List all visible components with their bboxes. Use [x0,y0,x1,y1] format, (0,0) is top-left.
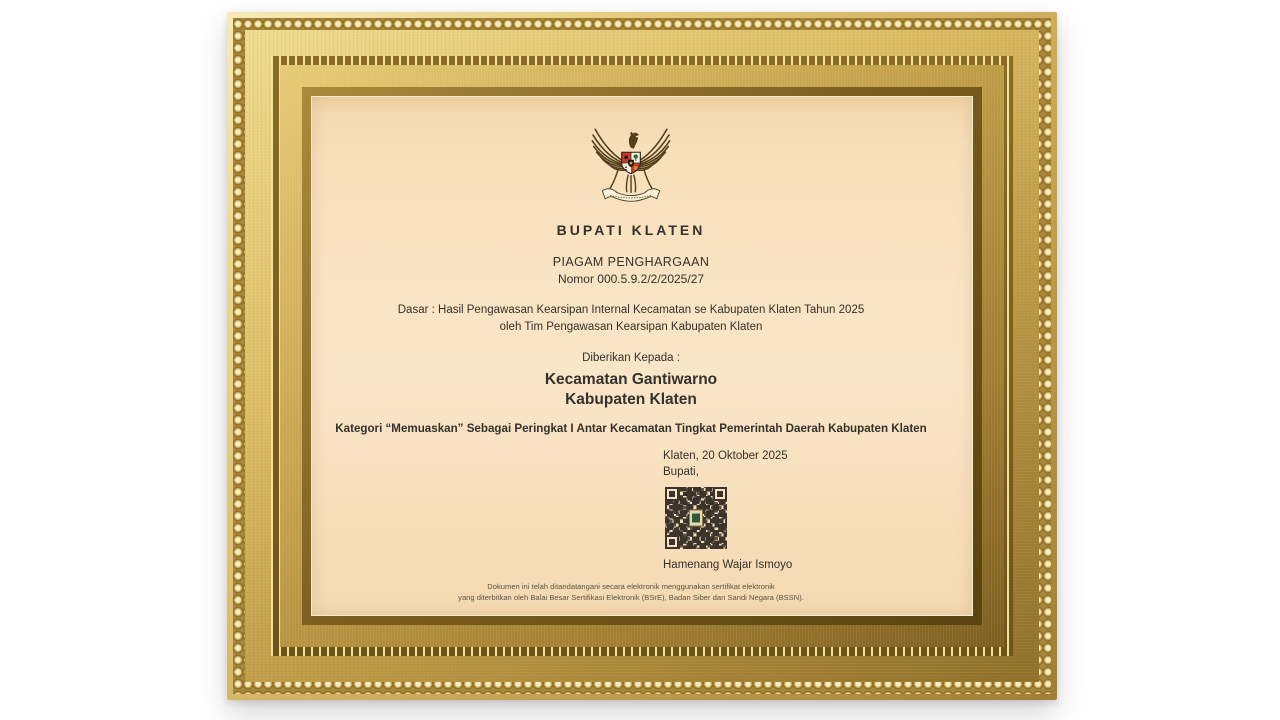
qr-code [665,487,727,549]
qr-finder-icon [665,535,679,549]
frame-beaded-band [233,18,1051,694]
frame-brushed-gold-band [245,30,1039,682]
basis-text [300,302,962,336]
recipient-name [300,370,962,410]
qr-finder-icon [665,487,679,501]
place-date: Klaten, 20 Oktober 2025 [663,450,788,462]
qr-finder-icon [713,487,727,501]
basis-line-2: oleh Tim Pengawasan Kearsipan Kabupaten Klaten [499,321,763,333]
certificate-paper [311,96,973,616]
signer-name: Hamenang Wajar Ismoyo [663,559,793,571]
awarded-to-label: Diberikan Kepada : [582,352,680,364]
recipient-line-2: Kabupaten Klaten [565,391,697,408]
frame-inner-lip [302,87,982,625]
certificate-frame [227,12,1057,700]
signature-block [663,448,792,573]
frame-inner-gold-band [280,65,1004,647]
certificate-number: Nomor 000.5.9.2/2/2025/27 [557,272,705,286]
footer-disclaimer [300,582,962,603]
basis-line-1: Dasar : Hasil Pengawasan Kearsipan Internal Kecamatan se Kabupaten Klaten Tahun 2025 [397,304,865,316]
qr-center-logo-icon [689,510,703,527]
frame-outer-edge-band [227,12,1057,700]
issuer-title: BUPATI KLATEN [556,222,706,238]
recipient-line-1: Kecamatan Gantiwarno [544,371,718,388]
frame-dentil-band [271,56,1013,656]
certificate-title: PIAGAM PENGHARGAAN [552,255,710,269]
category-statement: Kategori “Memuaskan” Sebagai Peringkat I Antar Kecamatan Tingkat Pemerintah Daerah Kabupaten Klaten [335,422,927,435]
footer-line-1: Dokumen ini telah ditandatangani secara elektronik menggunakan sertifikat elektronik [487,582,775,591]
garuda-pancasila-emblem-icon [588,122,674,214]
signer-role: Bupati, [663,466,699,478]
footer-line-2: yang diterbitkan oleh Balai Besar Sertifikasi Elektronik (BSrE), Badan Siber dan Sandi Negara (BSSN). [458,592,804,602]
